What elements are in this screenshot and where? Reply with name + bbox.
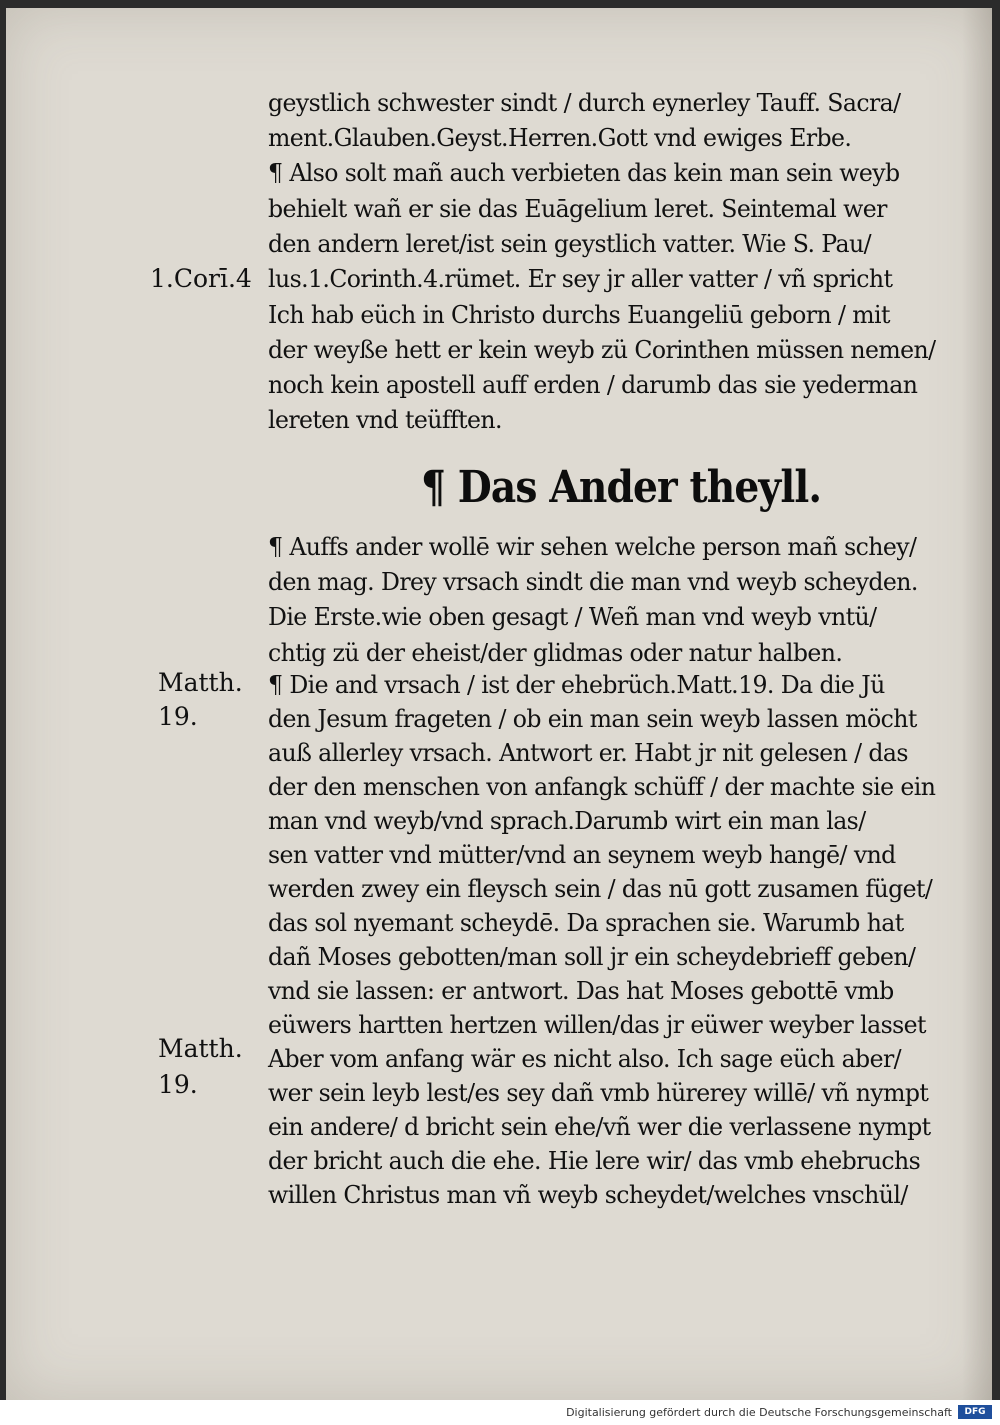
text-line: ¶ Auffs ander wollē wir sehen welche person mañ schey/	[268, 533, 917, 561]
text-line: den mag. Drey vrsach sindt die man vnd weyb scheyden.	[268, 568, 918, 596]
margin-note-chapter: 19.	[158, 1070, 198, 1099]
text-line: den andern leret/ist sein geystlich vatter. Wie S. Pau/	[268, 230, 871, 258]
text-block	[6, 8, 992, 1400]
text-line: lus.1.Corinth.4.rümet. Er sey jr aller vatter / vñ spricht	[268, 265, 893, 293]
text-line: Ich hab eüch in Christo durchs Euangeliū geborn / mit	[268, 301, 890, 329]
book-page	[6, 8, 992, 1400]
text-line: ¶ Also solt mañ auch verbieten das kein man sein weyb	[268, 159, 900, 187]
text-line: eüwers hartten hertzen willen/das jr eüwer weyber lasset	[268, 1011, 926, 1039]
text-line: dañ Moses gebotten/man soll jr ein scheydebrieff geben/	[268, 943, 916, 971]
dfg-logo: DFG	[958, 1405, 992, 1419]
text-line: sen vatter vnd mütter/vnd an seynem weyb hangē/ vnd	[268, 841, 896, 869]
margin-note-corinth: 1.Corī.4	[150, 264, 252, 293]
text-line: das sol nyemant scheydē. Da sprachen sie. Warumb hat	[268, 909, 904, 937]
margin-note-chapter: 19.	[158, 702, 198, 731]
text-line: ¶ Die and vrsach / ist der ehebrüch.Matt.19. Da die Jü	[268, 671, 885, 699]
text-line: vnd sie lassen: er antwort. Das hat Moses gebottē vmb	[268, 977, 894, 1005]
section-heading: ¶ Das Ander theyll.	[421, 462, 822, 513]
text-line: ein andere/ d bricht sein ehe/vñ wer die verlassene nympt	[268, 1113, 931, 1141]
text-line: auß allerley vrsach. Antwort er. Habt jr nit gelesen / das	[268, 739, 908, 767]
digitization-footer	[0, 1400, 1000, 1425]
margin-note-matth: Matth.	[158, 1034, 243, 1063]
margin-note-matth: Matth.	[158, 668, 243, 697]
text-line: noch kein apostell auff erden / darumb das sie yederman	[268, 371, 918, 399]
text-line: den Jesum frageten / ob ein man sein weyb lassen möcht	[268, 705, 917, 733]
text-line: wer sein leyb lest/es sey dañ vmb hürerey willē/ vñ nympt	[268, 1079, 929, 1107]
text-line: willen Christus man vñ weyb scheydet/welches vnschül/	[268, 1181, 908, 1209]
text-line: geystlich schwester sindt / durch eynerley Tauff. Sacra/	[268, 89, 901, 117]
text-line: der weyße hett er kein weyb zü Corinthen müssen nemen/	[268, 336, 936, 364]
funding-credit: Digitalisierung gefördert durch die Deutsche Forschungsgemeinschaft	[566, 1406, 952, 1419]
text-line: lereten vnd teüfften.	[268, 406, 502, 434]
text-line: chtig zü der eheist/der glidmas oder natur halben.	[268, 639, 843, 667]
text-line: ment.Glauben.Geyst.Herren.Gott vnd ewiges Erbe.	[268, 124, 852, 152]
text-line: der bricht auch die ehe. Hie lere wir/ das vmb ehebruchs	[268, 1147, 921, 1175]
text-line: man vnd weyb/vnd sprach.Darumb wirt ein man las/	[268, 807, 866, 835]
text-line: der den menschen von anfangk schüff / der machte sie ein	[268, 773, 936, 801]
text-line: Aber vom anfang wär es nicht also. Ich sage eüch aber/	[268, 1045, 901, 1073]
text-line: Die Erste.wie oben gesagt / Weñ man vnd weyb vntü/	[268, 603, 877, 631]
text-line: behielt wañ er sie das Euāgelium leret. Seintemal wer	[268, 195, 887, 223]
text-line: werden zwey ein fleysch sein / das nū gott zusamen füget/	[268, 875, 933, 903]
